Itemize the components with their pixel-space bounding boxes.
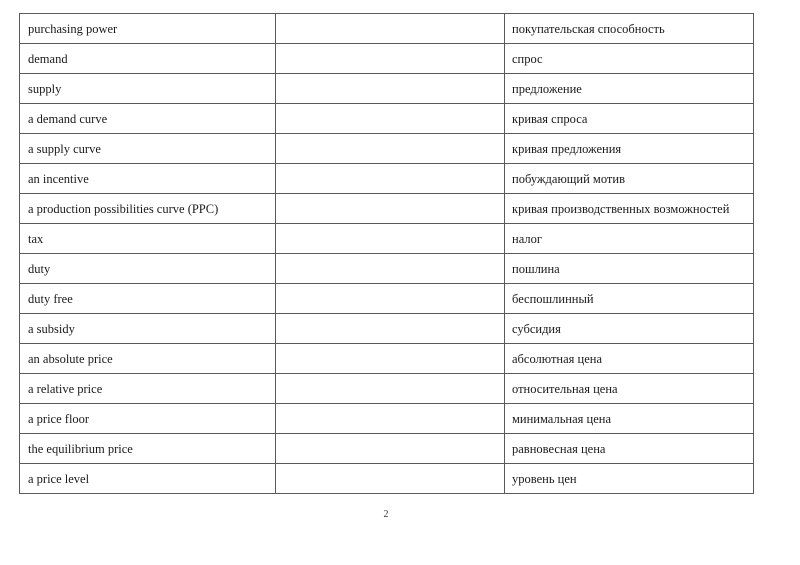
blank-cell <box>276 434 505 464</box>
blank-cell <box>276 74 505 104</box>
table-row <box>20 314 754 344</box>
table-row <box>20 404 754 434</box>
blank-cell <box>276 284 505 314</box>
table-row <box>20 284 754 314</box>
english-term: the equilibrium price <box>20 434 276 464</box>
blank-cell <box>276 104 505 134</box>
russian-term: абсолютная цена <box>505 344 754 374</box>
blank-cell <box>276 344 505 374</box>
blank-cell <box>276 44 505 74</box>
russian-term: спрос <box>505 44 754 74</box>
blank-cell <box>276 134 505 164</box>
english-term: purchasing power <box>20 14 276 44</box>
russian-term: побуждающий мотив <box>505 164 754 194</box>
table-row <box>20 434 754 464</box>
blank-cell <box>276 194 505 224</box>
vocabulary-table <box>19 13 754 494</box>
english-term: demand <box>20 44 276 74</box>
english-term: a production possibilities curve (PPC) <box>20 194 276 224</box>
russian-term: кривая предложения <box>505 134 754 164</box>
english-term: duty free <box>20 284 276 314</box>
russian-term: относительная цена <box>505 374 754 404</box>
table-row <box>20 374 754 404</box>
russian-term: беспошлинный <box>505 284 754 314</box>
blank-cell <box>276 464 505 494</box>
blank-cell <box>276 164 505 194</box>
table-row <box>20 14 754 44</box>
blank-cell <box>276 374 505 404</box>
english-term: an absolute price <box>20 344 276 374</box>
russian-term: кривая спроса <box>505 104 754 134</box>
russian-term: минимальная цена <box>505 404 754 434</box>
table-row <box>20 194 754 224</box>
english-term: a subsidy <box>20 314 276 344</box>
english-term: a price floor <box>20 404 276 434</box>
table-row <box>20 44 754 74</box>
english-term: tax <box>20 224 276 254</box>
blank-cell <box>276 14 505 44</box>
table-row <box>20 224 754 254</box>
english-term: an incentive <box>20 164 276 194</box>
table-row <box>20 74 754 104</box>
blank-cell <box>276 224 505 254</box>
page-number: 2 <box>383 509 389 520</box>
table-row <box>20 344 754 374</box>
table-row <box>20 464 754 494</box>
english-term: duty <box>20 254 276 284</box>
russian-term: пошлина <box>505 254 754 284</box>
russian-term: равновесная цена <box>505 434 754 464</box>
english-term: a relative price <box>20 374 276 404</box>
english-term: a supply curve <box>20 134 276 164</box>
english-term: a demand curve <box>20 104 276 134</box>
table-row <box>20 104 754 134</box>
russian-term: налог <box>505 224 754 254</box>
blank-cell <box>276 404 505 434</box>
russian-term: покупательская способность <box>505 14 754 44</box>
table-row <box>20 134 754 164</box>
russian-term: кривая производственных возможностей <box>505 194 754 224</box>
table-row <box>20 164 754 194</box>
table-row <box>20 254 754 284</box>
russian-term: субсидия <box>505 314 754 344</box>
blank-cell <box>276 314 505 344</box>
english-term: a price level <box>20 464 276 494</box>
russian-term: предложение <box>505 74 754 104</box>
russian-term: уровень цен <box>505 464 754 494</box>
english-term: supply <box>20 74 276 104</box>
blank-cell <box>276 254 505 284</box>
